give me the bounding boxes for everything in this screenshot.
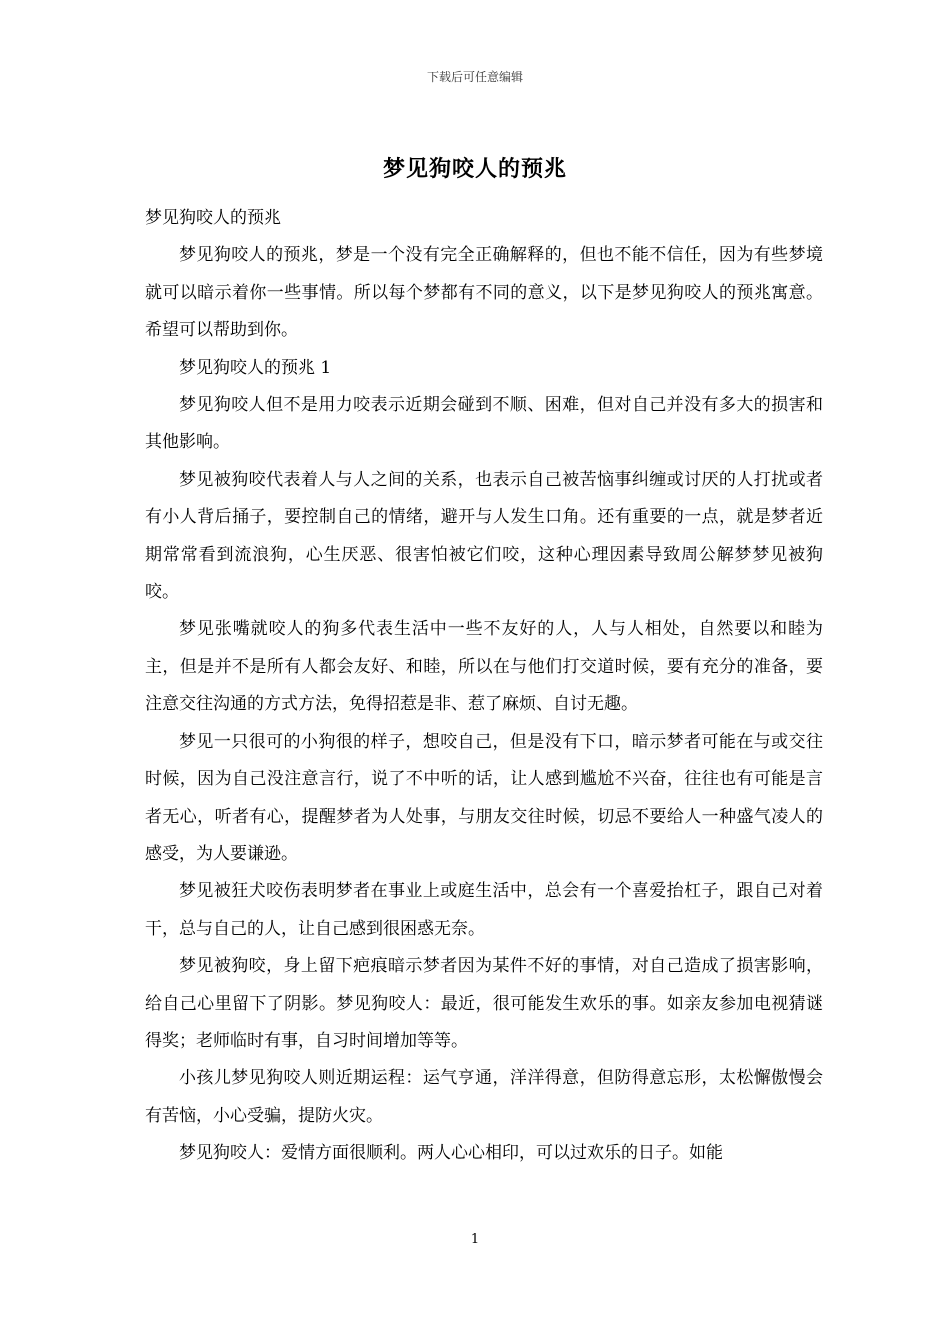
paragraph: 梦见张嘴就咬人的狗多代表生活中一些不友好的人，人与人相处，自然要以和睦为主，但是并不是所有人都会友好、和睦，所以在与他们打交道时候，要有充分的准备，要注意交往沟通的方式方法，免得招惹是非、惹了麻烦、自讨无趣。 [145,619,823,715]
paragraph: 小孩儿梦见狗咬人则近期运程：运气亨通，洋洋得意，但防得意忘形，太松懈傲慢会有苦恼，小心受骗，提防火灾。 [145,1068,823,1126]
document-body [145,200,823,1173]
paragraph: 梦见狗咬人但不是用力咬表示近期会碰到不顺、困难，但对自己并没有多大的损害和其他影响。 [145,395,823,453]
paragraph: 梦见狗咬人的预兆，梦是一个没有完全正确解释的，但也不能不信任，因为有些梦境就可以暗示着你一些事情。所以每个梦都有不同的意义，以下是梦见狗咬人的预兆寓意。希望可以帮助到你。 [145,245,823,341]
paragraph: 梦见狗咬人：爱情方面很顺利。两人心心相印，可以过欢乐的日子。如能 [179,1143,723,1164]
paragraph: 梦见被狗咬代表着人与人之间的关系，也表示自己被苦恼事纠缠或讨厌的人打扰或者有小人背后捅子，要控制自己的情绪，避开与人发生口角。还有重要的一点，就是梦者近期常常看到流浪狗，心生厌恶、很害怕被它们咬，这种心理因素导致周公解梦梦见被狗咬。 [145,469,823,603]
subtitle: 梦见狗咬人的预兆 [145,208,281,228]
paragraph: 梦见被狂犬咬伤表明梦者在事业上或庭生活中，总会有一个喜爱抬杠子，跟自己对着干，总与自己的人，让自己感到很困惑无奈。 [145,881,823,939]
paragraph: 梦见一只很可的小狗很的样子，想咬自己，但是没有下口，暗示梦者可能在与或交往时候，因为自己没注意言行，说了不中听的话，让人感到尴尬不兴奋，往往也有可能是言者无心，听者有心，提醒梦者为人处事，与朋友交往时候，切忌不要给人一种盛气凌人的感受，为人要谦逊。 [145,731,823,864]
page-number: 1 [470,1232,480,1247]
paragraph: 梦见被狗咬，身上留下疤痕暗示梦者因为某件不好的事情，对自己造成了损害影响，给自己心里留下了阴影。梦见狗咬人：最近，很可能发生欢乐的事。如亲友参加电视猜谜得奖；老师临时有事，自习时间增加等等。 [145,956,823,1051]
section-heading: 梦见狗咬人的预兆 1 [179,357,332,378]
page-header: 下载后可任意编辑 [426,70,523,84]
document-title: 梦见狗咬人的预兆 [382,156,567,182]
